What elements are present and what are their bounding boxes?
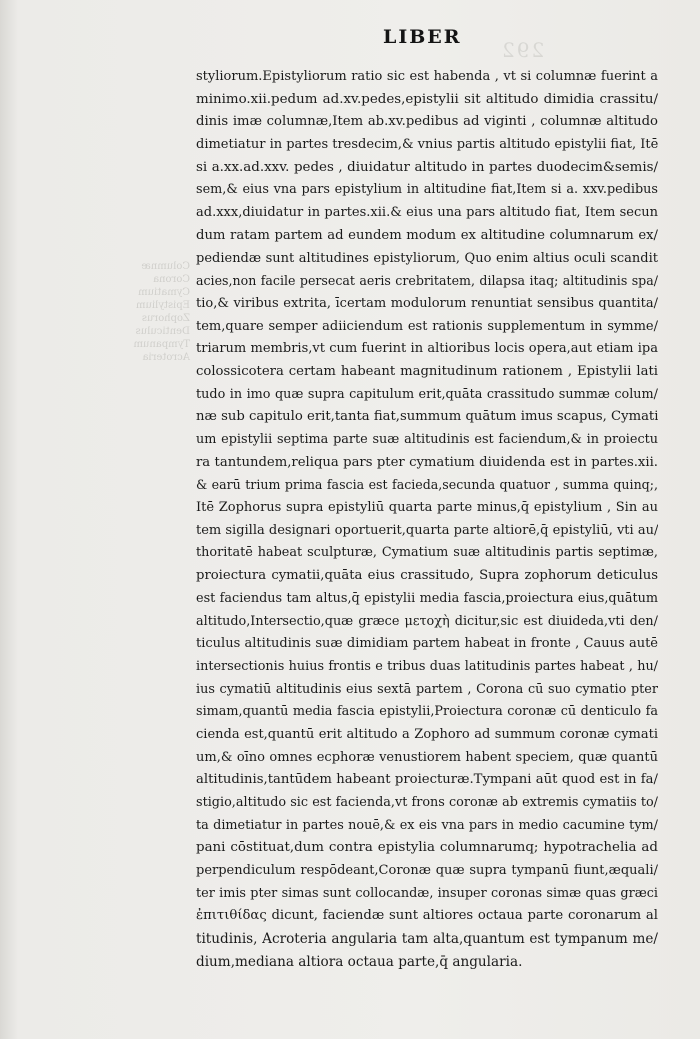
text-line: ad.xxx,diuidatur in partes.xii.& eius una pars altitudo fiat, Item secun	[196, 205, 658, 221]
bleed-through-page-number: 292	[500, 38, 545, 62]
text-line: ra tantundem,reliqua pars pter cymatium diuidenda est in partes.xii.	[196, 454, 658, 470]
text-line: sem,& eius vna pars epistylium in altitudine fiat,Item si a. xxv.pedibus	[196, 182, 658, 198]
text-line: um epistylii septima parte suæ altitudinis est faciendum,& in proiectu	[196, 432, 658, 447]
bleed-note: Corona	[153, 274, 190, 285]
text-line: tio,& viribus extrita, īcertam modulorum renuntiat sensibus quantita/	[196, 295, 658, 311]
text-line: acies,non facile persecat aeris crebritatem, dilapsa itaq; altitudinis spa/	[196, 273, 658, 289]
text-line: perpendiculum respōdeant,Coronæ quæ supra tympanū fiunt,æquali/	[196, 863, 658, 879]
text-line: altitudo,Intersectio,quæ græce μετοχὴ dicitur,sic est diuideda,vti den/	[196, 613, 658, 629]
text-line: intersectionis huius frontis e tribus duas latitudinis partes habeat , hu/	[196, 658, 658, 674]
text-line: thoritatē habeat sculpturæ, Cymatium suæ altitudinis partis septimæ,	[196, 545, 658, 561]
text-line: pediendæ sunt altitudines epistyliorum, Quo enim altius oculi scandit	[196, 250, 658, 266]
text-line: ticulus altitudinis suæ dimidiam partem habeat in fronte , Cauus autē	[196, 636, 658, 652]
text-line: minimo.xii.pedum ad.xv.pedes,epistylii sit altitudo dimidia crassitu/	[196, 91, 658, 107]
text-line: triarum membris,vt cum fuerint in altioribus locis opera,aut etiam ipa	[196, 341, 658, 357]
bleed-note: Denticulus	[135, 326, 190, 337]
bleed-note: Cymatium	[138, 287, 190, 298]
text-line: dimetiatur in partes tresdecim,& vnius partis altitudo epistylii fiat, Itē	[196, 137, 658, 153]
text-line: est faciendus tam altus,q̄ epistylii media fascia,proiectura eius,quātum	[196, 590, 658, 606]
text-line: næ sub capitulo erit,tanta fiat,summum quātum imus scapus, Cymati	[196, 409, 658, 425]
text-line: colossicotera certam habeant magnitudinum rationem , Epistylii lati	[196, 363, 658, 379]
text-line: proiectura cymatii,quāta eius crassitudo, Supra zophorum deticulus	[196, 568, 658, 584]
bleed-through-margin-notes	[20, 260, 190, 364]
bleed-note: Epistylium	[135, 300, 190, 311]
text-line: cienda est,quantū erit altitudo a Zophoro ad summum coronæ cymati	[196, 726, 658, 742]
text-line: ius cymatiū altitudinis eius sextā partem , Corona cū suo cymatio pter	[196, 681, 658, 697]
bleed-note: Tympanum	[133, 339, 190, 350]
text-line: si a.xx.ad.xxv. pedes , diuidatur altitudo in partes duodecim&semis/	[196, 159, 658, 175]
text-line: ta dimetiatur in partes nouē,& ex eis vna pars in medio cacumine tym/	[196, 817, 658, 833]
text-line: & earū trium prima fascia est facieda,secunda quatuor , summa quinq;,	[196, 477, 658, 493]
bleed-note: Columnæ	[141, 261, 190, 272]
text-line: stigio,altitudo sic est facienda,vt frons coronæ ab extremis cymatiis to/	[196, 795, 658, 810]
text-line: altitudinis,tantūdem habeant proiecturæ.Tympani aūt quod est in fa/	[196, 772, 658, 788]
text-line: ἐπιτιθίδας dicunt, faciendæ sunt altiores octaua parte coronarum al	[196, 908, 658, 924]
text-line: dium,mediana altiora octaua parte,q̄ angularia.	[196, 953, 523, 970]
text-line: dinis imæ columnæ,Item ab.xv.pedibus ad viginti , columnæ altitudo	[196, 114, 658, 130]
text-line: dum ratam partem ad eundem modum ex altitudine columnarum ex/	[196, 227, 658, 243]
text-line: tem,quare semper adiiciendum est rationis supplementum in symme/	[196, 318, 658, 334]
text-line: um,& oīno omnes ecphoræ venustiorem habent speciem, quæ quantū	[196, 749, 658, 765]
text-line: ter imis pter simas sunt collocandæ, insuper coronas simæ quas græci	[196, 885, 658, 901]
bleed-note: Acroteria	[142, 352, 190, 363]
running-title: LIBER	[383, 26, 462, 48]
text-line: pani cōstituat,dum contra epistylia columnarumq; hypotrachelia ad	[196, 840, 658, 856]
text-line: Itē Zophorus supra epistyliū quarta parte minus,q̄ epistylium , Sin au	[196, 500, 658, 516]
text-line: styliorum.Epistyliorum ratio sic est habenda , vt si columnæ fuerint a	[196, 69, 658, 84]
text-line: titudinis, Acroteria angularia tam alta,quantum est tympanum me/	[196, 931, 658, 948]
bleed-note: Zophorus	[141, 313, 190, 324]
text-line: tudo in imo quæ supra capitulum erit,quāta crassitudo summæ colum/	[196, 386, 658, 402]
text-line: tem sigilla designari oportuerit,quarta parte altiorē,q̄ epistyliū, vti au/	[196, 522, 658, 538]
body-text	[196, 66, 658, 974]
text-line: simam,quantū media fascia epistylii,Proiectura coronæ cū denticulo fa	[196, 704, 658, 720]
